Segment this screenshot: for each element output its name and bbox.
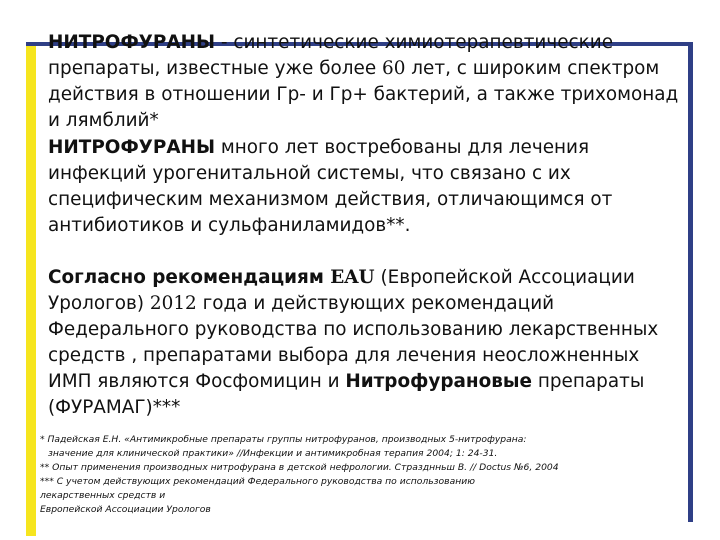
footnote-3a: *** С учетом действующих рекомендаций Федерального руководства по использованию <box>40 476 475 487</box>
footnote-1b: значение для клинической практики» //Инфекции и антимикробная терапия 2004; 1: 24-31. <box>48 448 498 459</box>
decor-yellow-bar <box>26 44 36 536</box>
paragraph-3-text: (Европейской Ассоциации Урологов) <box>48 267 635 314</box>
paragraph-3-eau: EAU <box>323 267 375 288</box>
paragraph-3-year: 2012 <box>149 293 197 314</box>
paragraph-1-heading: НИТРОФУРАНЫ <box>48 32 216 53</box>
paragraph-2-heading: НИТРОФУРАНЫ <box>48 137 216 158</box>
paragraph-3 <box>48 265 683 421</box>
paragraph-3-heading: Согласно рекомендациям <box>48 267 324 288</box>
footnote-2: ** Опыт применения производных нитрофурана в детской нефрологии. Стразднньш В. // Doctus №6, 2004 <box>40 462 559 473</box>
footnotes <box>40 433 700 517</box>
paragraph-1 <box>48 30 683 134</box>
paragraph-1-text: - синтетические химиотерапевтические препараты, известные уже более <box>48 32 614 79</box>
paragraph-1-text2: лет, с широким спектром действия в отношении Гр- и Гр+ бактерий, а также трихомонад и лямблий* <box>48 58 679 131</box>
footnote-3b: лекарственных средств и <box>40 490 166 501</box>
footnote-3c: Европейской Ассоциации Урологов <box>40 504 211 515</box>
paragraph-2-text: много лет востребованы для лечения инфекций урогенитальной системы, что связано с их специфическим механизмом действия, отличающимся от антибиотиков и сульфаниламидов**. <box>48 137 613 236</box>
paragraph-3-text3: препараты (ФУРАМАГ)*** <box>48 371 645 418</box>
footnote-1a: * Падейская Е.Н. «Антимикробные препараты группы нитрофуранов, производных 5-нитрофурана: <box>40 434 527 445</box>
paragraph-3-bold2: Нитрофурановые <box>345 371 533 392</box>
paragraph-1-years: 60 <box>382 58 406 79</box>
paragraph-2 <box>48 135 683 239</box>
paragraph-3-text2: года и действующих рекомендаций Федерального руководства по использованию лекарственных средств , препаратами выбора для лечения неосложненных ИМП являются Фосфомицин и <box>48 293 659 392</box>
